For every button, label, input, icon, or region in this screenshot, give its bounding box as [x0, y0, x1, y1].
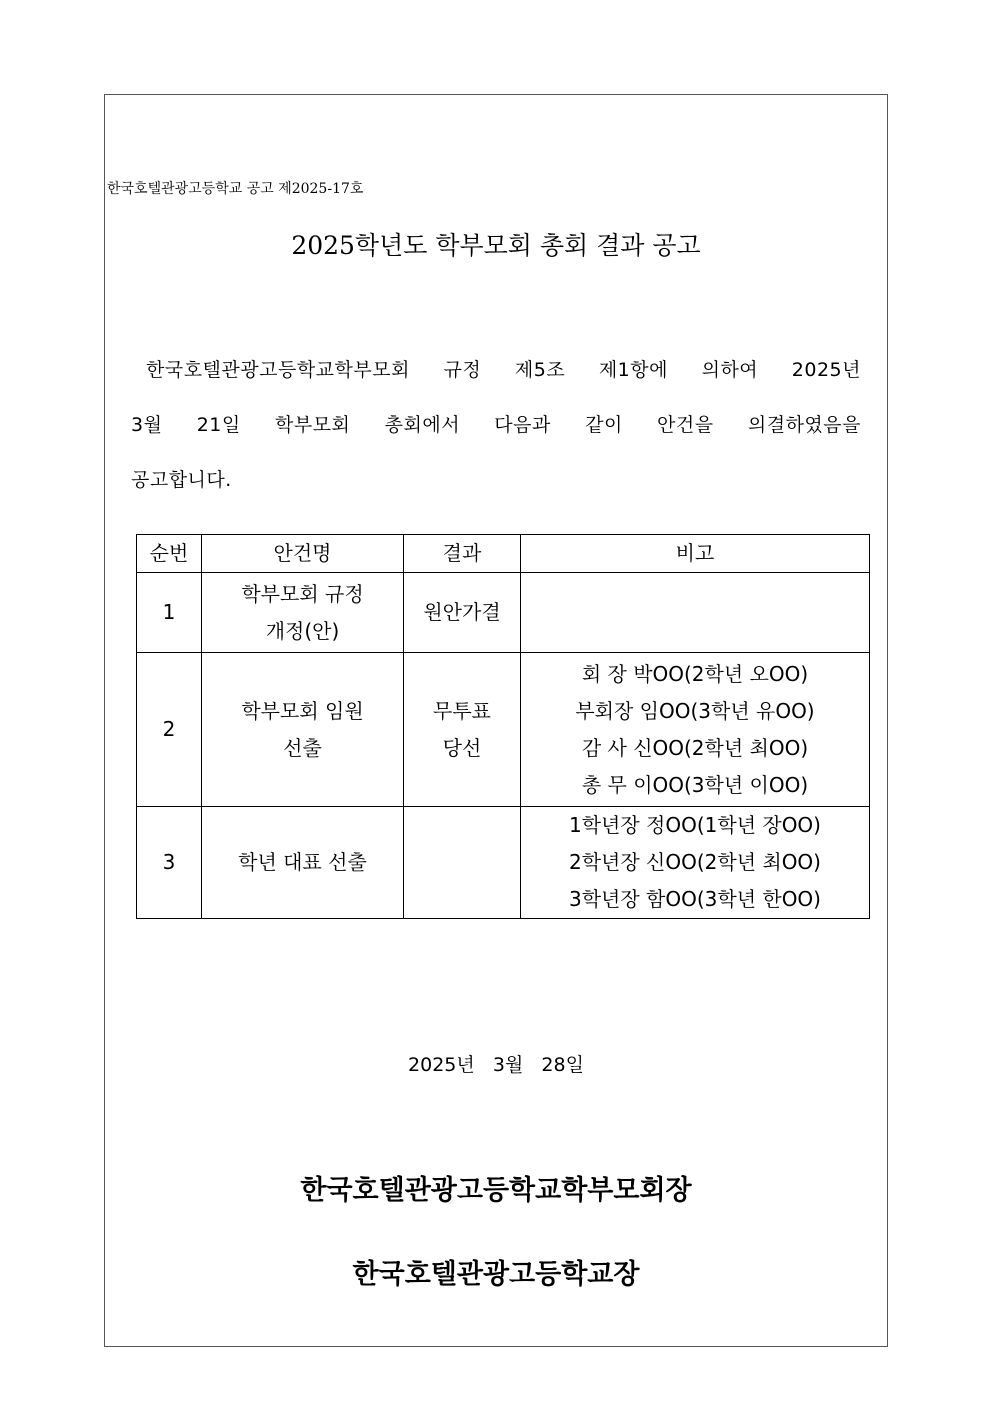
note-line: 3학년장 함OO(3학년 한OO) — [569, 887, 821, 911]
row-item — [202, 807, 404, 919]
body-line-1: 한국호텔관광고등학교학부모회 규정 제5조 제1항에 의하여 2025년 — [146, 359, 861, 381]
notice-number: 한국호텔관광고등학교 공고 제2025-17호 — [107, 181, 364, 197]
note-line: 총 무 이OO(3학년 이OO) — [581, 772, 809, 797]
header-result: 결과 — [404, 535, 521, 573]
row-note — [521, 653, 870, 807]
row-result — [404, 573, 521, 653]
note-line: 회 장 박OO(2학년 오OO) — [581, 661, 809, 686]
row-no: 2 — [137, 653, 202, 807]
row-result — [404, 807, 521, 919]
row-no: 3 — [137, 807, 202, 919]
body-line-2: 3월 21일 학부모회 총회에서 다음과 같이 안건을 의결하였음을 — [131, 414, 861, 436]
table-row — [137, 653, 870, 807]
signature-principal: 한국호텔관광고등학교장 — [352, 1259, 640, 1290]
signature-parent-association: 한국호텔관광고등학교학부모회장 — [300, 1175, 692, 1206]
table-header-row — [137, 535, 870, 573]
row-item — [202, 653, 404, 807]
body-line-3: 공고합니다. — [131, 469, 232, 491]
row-note — [521, 807, 870, 919]
result-line: 무투표 — [433, 698, 491, 723]
table-row — [137, 573, 870, 653]
row-result — [404, 653, 521, 807]
row-item — [202, 573, 404, 653]
item-line: 학부모회 규정 — [241, 581, 364, 606]
note-line: 감 사 신OO(2학년 최OO) — [581, 735, 809, 760]
document-title: 2025학년도 학부모회 총회 결과 공고 — [291, 231, 701, 260]
row-note — [521, 573, 870, 653]
header-no: 순번 — [137, 535, 202, 573]
note-line: 1학년장 정OO(1학년 장OO) — [569, 813, 821, 837]
item-line: 학년 대표 선출 — [238, 850, 367, 874]
document-date: 2025년 3월 28일 — [408, 1054, 584, 1076]
item-line: 학부모회 임원 — [241, 698, 364, 723]
header-item: 안건명 — [202, 535, 404, 573]
table-row — [137, 807, 870, 919]
note-line: 부회장 임OO(3학년 유OO) — [575, 698, 815, 723]
header-note: 비고 — [521, 535, 870, 573]
result-line: 당선 — [442, 735, 482, 760]
item-line: 개정(안) — [265, 618, 340, 643]
row-no: 1 — [137, 573, 202, 653]
results-table — [136, 534, 870, 919]
note-line: 2학년장 신OO(2학년 최OO) — [569, 850, 821, 874]
item-line: 선출 — [283, 735, 322, 760]
result-line: 원안가결 — [423, 600, 501, 624]
